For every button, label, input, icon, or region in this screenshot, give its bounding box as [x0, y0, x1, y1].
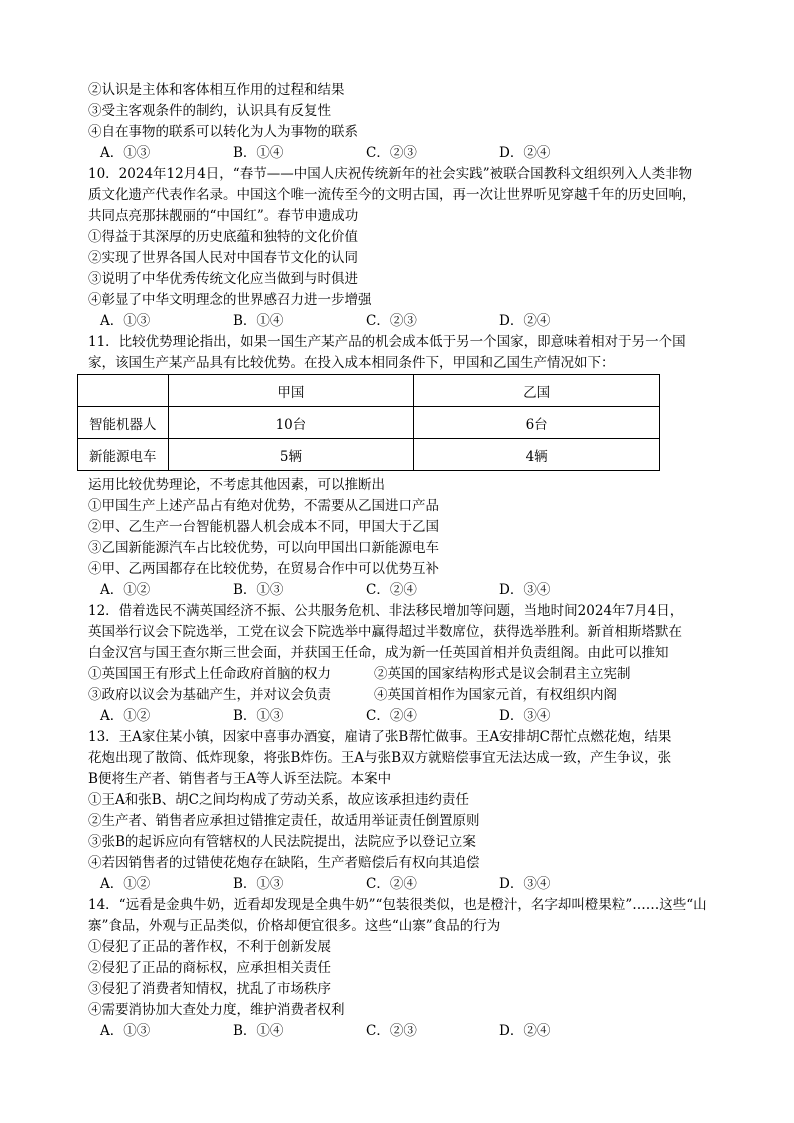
q12-stem-line: 12．借着选民不满英国经济不振、公共服务危机、非法移民增加等问题，当地时间2024年7月4日，: [88, 603, 684, 619]
q9-item-3: ③受主客观条件的制约，认识具有反复性: [88, 103, 331, 119]
question-10: [88, 164, 728, 332]
q10-item-2: ②实现了世界各国人民对中国春节文化的认同: [88, 250, 358, 266]
q10-option-b: B．①④: [233, 313, 284, 329]
q9-option-b: B．①④: [233, 145, 284, 161]
table-row-label: 智能机器人: [78, 407, 169, 439]
q9-option-d: D．②④: [499, 145, 551, 161]
q11-item-1: ①甲国生产上述产品占有绝对优势，不需要从乙国进口产品: [88, 498, 439, 514]
q9-option-c: C．②③: [366, 145, 417, 161]
q12-items-row: [88, 685, 728, 706]
q9-option-a: A．①③: [100, 145, 151, 161]
question-13: [88, 727, 728, 895]
q14-item-3: ③侵犯了消费者知情权，扰乱了市场秩序: [88, 981, 331, 997]
q12-options: [88, 706, 728, 727]
q12-item-2: ②英国的国家结构形式是议会制君主立宪制: [374, 666, 631, 682]
q11-option-c: C．②④: [366, 582, 417, 598]
table-cell: 10台: [168, 407, 414, 439]
table-corner-cell: [78, 375, 169, 407]
q14-stem-line: 寨”食品，外观与正品类似，价格却便宜很多。这些“山寨”食品的行为: [88, 918, 501, 934]
q9-item-4: ④自在事物的联系可以转化为人为事物的联系: [88, 124, 358, 140]
q9-options: [88, 143, 728, 164]
q11-lead: 运用比较优势理论，不考虑其他因素，可以推断出: [88, 477, 385, 493]
question-12: [88, 601, 728, 727]
question-11: [88, 332, 728, 601]
q10-option-c: C．②③: [366, 313, 417, 329]
q10-options: [88, 311, 728, 332]
q12-item-1: ①英国国王有形式上任命政府首脑的权力: [88, 666, 331, 682]
table-row-label: 新能源电车: [78, 439, 169, 471]
q14-option-d: D．②④: [499, 1023, 551, 1039]
q10-stem-line: 质文化遗产代表作名录。中国这个唯一流传至今的文明古国，再一次让世界听见穿越千年的历史回响，: [88, 187, 696, 203]
q13-option-d: D．③④: [499, 876, 551, 892]
question-14: [88, 895, 728, 1042]
table-header-row: [78, 375, 660, 407]
table-cell: 4辆: [414, 439, 660, 471]
q10-option-a: A．①③: [100, 313, 151, 329]
q12-item-4: ④英国首相作为国家元首，有权组织内阁: [374, 687, 617, 703]
q11-stem-line: 11．比较优势理论指出，如果一国生产某产品的机会成本低于另一个国家，即意味着相对于另一个国: [88, 334, 686, 350]
q14-item-1: ①侵犯了正品的著作权，不利于创新发展: [88, 939, 331, 955]
q14-option-c: C．②③: [366, 1023, 417, 1039]
table-cell: 6台: [414, 407, 660, 439]
q10-option-d: D．②④: [499, 313, 551, 329]
q13-item-1: ①王A和张B、胡C之间均构成了劳动关系，故应该承担违约责任: [88, 792, 469, 808]
q9-item-2: ②认识是主体和客体相互作用的过程和结果: [88, 82, 345, 98]
production-table: [77, 374, 660, 471]
q11-option-b: B．①③: [233, 582, 284, 598]
table-row: [78, 407, 660, 439]
question-9: [88, 80, 728, 164]
table-row: [78, 439, 660, 471]
q10-item-3: ③说明了中华优秀传统文化应当做到与时俱进: [88, 271, 358, 287]
q13-stem-line: 13．王A家住某小镇，因家中喜事办酒宴，雇请了张B帮忙做事。王A安排胡C帮忙点燃花炮，结果: [88, 729, 672, 745]
q10-item-1: ①得益于其深厚的历史底蕴和独特的文化价值: [88, 229, 358, 245]
q10-item-4: ④彰显了中华文明理念的世界感召力进一步增强: [88, 292, 372, 308]
q13-option-a: A．①②: [100, 876, 151, 892]
q14-options: [88, 1021, 728, 1042]
q11-option-a: A．①②: [100, 582, 151, 598]
q13-option-c: C．②④: [366, 876, 417, 892]
q12-option-c: C．②④: [366, 708, 417, 724]
q13-item-2: ②生产者、销售者应承担过错推定责任，故适用举证责任倒置原则: [88, 813, 480, 829]
q14-option-b: B．①④: [233, 1023, 284, 1039]
q11-item-2: ②甲、乙生产一台智能机器人机会成本不同，甲国大于乙国: [88, 519, 439, 535]
q14-item-2: ②侵犯了正品的商标权，应承担相关责任: [88, 960, 331, 976]
q12-option-a: A．①②: [100, 708, 151, 724]
q11-item-3: ③乙国新能源汽车占比较优势，可以向甲国出口新能源电车: [88, 540, 439, 556]
q13-item-4: ④若因销售者的过错使花炮存在缺陷，生产者赔偿后有权向其追偿: [88, 855, 480, 871]
q10-stem-line: 共同点亮那抹靓丽的“中国红”。春节申遗成功: [88, 208, 359, 224]
q12-item-3: ③政府以议会为基础产生，并对议会负责: [88, 687, 331, 703]
q13-stem-line: B便将生产者、销售者与王A等人诉至法院。本案中: [88, 771, 392, 787]
q13-stem-line: 花炮出现了散筒、低炸现象，将张B炸伤。王A与张B双方就赔偿事宜无法达成一致，产生争议，张: [88, 750, 672, 766]
q11-stem-line: 家，该国生产某产品具有比较优势。在投入成本相同条件下，甲国和乙国生产情况如下：: [88, 355, 615, 371]
q13-option-b: B．①③: [233, 876, 284, 892]
q14-stem-line: 14．“远看是金典牛奶，近看却发现是全典牛奶”“包装很类似，也是橙汁，名字却叫橙果粒”……这些“山: [88, 897, 707, 913]
q10-stem-line: 10．2024年12月4日，“春节——中国人庆祝传统新年的社会实践”被联合国教科文组织列入人类非物: [88, 166, 693, 182]
table-header-country-a: 甲国: [168, 375, 414, 407]
q11-option-d: D．③④: [499, 582, 551, 598]
q12-items-row: [88, 664, 728, 685]
table-cell: 5辆: [168, 439, 414, 471]
q11-options: [88, 580, 728, 601]
q12-option-b: B．①③: [233, 708, 284, 724]
q14-item-4: ④需要消协加大查处力度，维护消费者权利: [88, 1002, 345, 1018]
q12-stem-line: 白金汉宫与国王查尔斯三世会面，并获国王任命，成为新一任英国首相并负责组阁。由此可以推知: [88, 645, 669, 661]
exam-page: [88, 80, 728, 1042]
table-header-country-b: 乙国: [414, 375, 660, 407]
q14-option-a: A．①③: [100, 1023, 151, 1039]
q12-stem-line: 英国举行议会下院选举，工党在议会下院选举中赢得超过半数席位，获得选举胜利。新首相斯塔默在: [88, 624, 682, 640]
q11-item-4: ④甲、乙两国都存在比较优势，在贸易合作中可以优势互补: [88, 561, 439, 577]
q13-options: [88, 874, 728, 895]
q13-item-3: ③张B的起诉应向有管辖权的人民法院提出，法院应予以登记立案: [88, 834, 476, 850]
q12-option-d: D．③④: [499, 708, 551, 724]
